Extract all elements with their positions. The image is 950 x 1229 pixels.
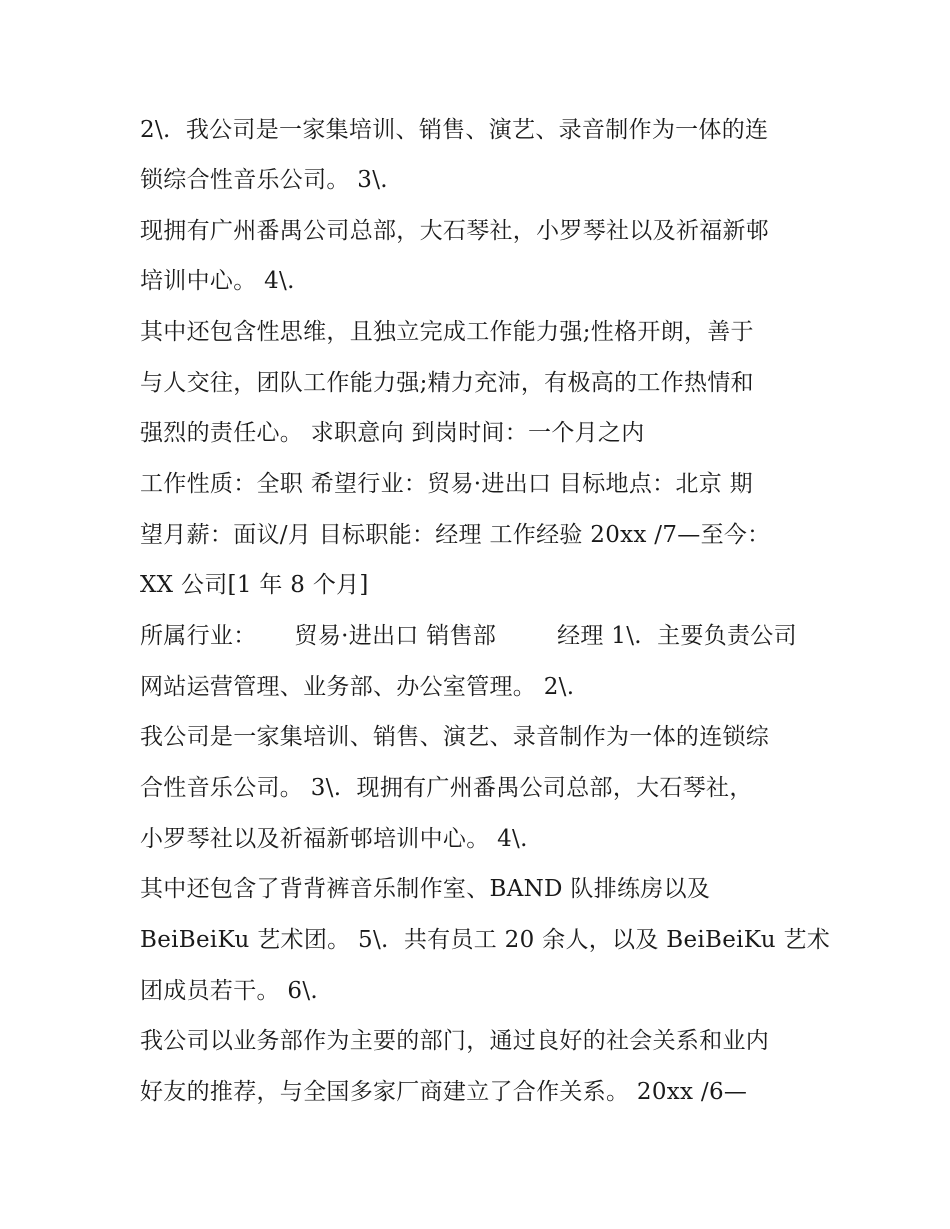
text-line-16: 其中还包含了背背裤音乐制作室、BAND 队排练房以及 <box>140 876 711 902</box>
text-line-13: 我公司是一家集培训、销售、演艺、录音制作为一体的连锁综 <box>140 724 770 750</box>
text-line-10: XX 公司[1 年 8 个月] <box>140 572 369 598</box>
text-line-9: 望月薪：面议/月 目标职能：经理 工作经验 20xx /7—至今： <box>140 522 771 548</box>
text-line-17: BeiBeiKu 艺术团。 5\. 共有员工 20 余人，以及 BeiBeiKu 艺术 <box>140 927 831 953</box>
text-line-7: 强烈的责任心。 求职意向 到岗时间：一个月之内 <box>140 420 645 446</box>
text-line-20: 好友的推荐，与全国多家厂商建立了合作关系。 20xx /6— <box>140 1079 748 1105</box>
text-line-14: 合性音乐公司。 3\. 现拥有广州番禺公司总部，大石琴社， <box>140 775 753 801</box>
text-line-5: 其中还包含性思维，且独立完成工作能力强;性格开朗，善于 <box>140 319 754 345</box>
text-line-1: 2\. 我公司是一家集培训、销售、演艺、录音制作为一体的连 <box>140 117 769 143</box>
text-line-12: 网站运营管理、业务部、办公室管理。 2\. <box>140 674 575 700</box>
text-line-3: 现拥有广州番禺公司总部，大石琴社，小罗琴社以及祈福新邨 <box>140 218 770 244</box>
text-line-15: 小罗琴社以及祈福新邨培训中心。 4\. <box>140 826 528 852</box>
text-line-11: 所属行业： 贸易·进出口 销售部 经理 1\. 主要负责公司 <box>140 623 797 649</box>
text-line-6: 与人交往，团队工作能力强;精力充沛，有极高的工作热情和 <box>140 370 754 396</box>
text-line-18: 团成员若干。 6\. <box>140 978 319 1004</box>
text-line-4: 培训中心。 4\. <box>140 268 295 294</box>
text-line-19: 我公司以业务部作为主要的部门，通过良好的社会关系和业内 <box>140 1028 770 1054</box>
text-line-2: 锁综合性音乐公司。 3\. <box>140 167 388 193</box>
text-line-8: 工作性质：全职 希望行业：贸易·进出口 目标地点：北京 期 <box>140 471 753 497</box>
